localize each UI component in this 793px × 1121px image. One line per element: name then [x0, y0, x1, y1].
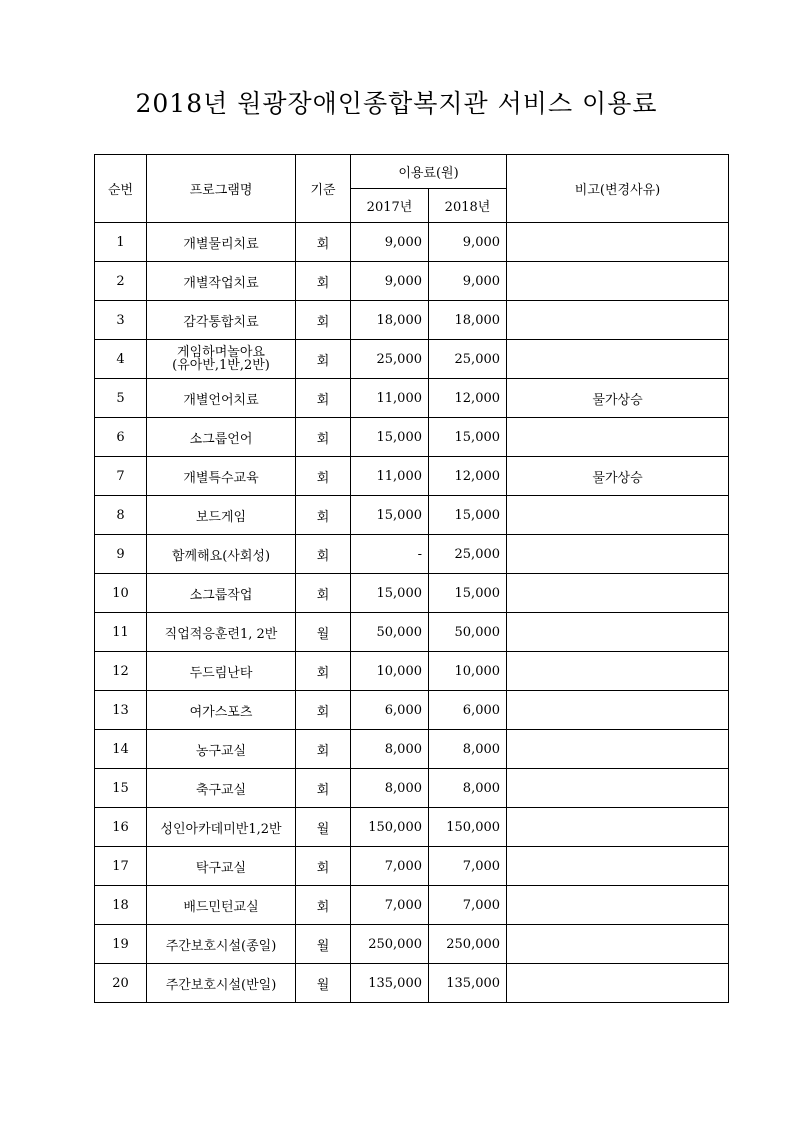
cell-fee-2017: - — [351, 535, 429, 574]
table-row — [95, 340, 729, 379]
cell-program: 배드민턴교실 — [147, 886, 296, 925]
table-row — [95, 496, 729, 535]
cell-fee-2017: 150,000 — [351, 808, 429, 847]
cell-no: 11 — [95, 613, 147, 652]
cell-note — [507, 262, 729, 301]
cell-fee-2018: 15,000 — [429, 574, 507, 613]
table-row — [95, 730, 729, 769]
cell-fee-2018: 135,000 — [429, 964, 507, 1003]
table-row — [95, 301, 729, 340]
cell-fee-2018: 250,000 — [429, 925, 507, 964]
cell-no: 5 — [95, 379, 147, 418]
cell-program: 감각통합치료 — [147, 301, 296, 340]
program-label — [172, 346, 270, 372]
table-body — [95, 223, 729, 1003]
cell-fee-2017: 50,000 — [351, 613, 429, 652]
cell-basis: 회 — [296, 730, 351, 769]
cell-fee-2017: 6,000 — [351, 691, 429, 730]
cell-fee-2018: 6,000 — [429, 691, 507, 730]
cell-note — [507, 769, 729, 808]
cell-no: 3 — [95, 301, 147, 340]
cell-program: 직업적응훈련1, 2반 — [147, 613, 296, 652]
cell-program: 개별언어치료 — [147, 379, 296, 418]
cell-no: 16 — [95, 808, 147, 847]
cell-no: 18 — [95, 886, 147, 925]
cell-note: 물가상승 — [507, 457, 729, 496]
cell-note: 물가상승 — [507, 379, 729, 418]
cell-fee-2018: 8,000 — [429, 730, 507, 769]
cell-note — [507, 613, 729, 652]
cell-basis: 회 — [296, 496, 351, 535]
cell-note — [507, 808, 729, 847]
cell-program: 소그룹작업 — [147, 574, 296, 613]
cell-note — [507, 730, 729, 769]
cell-program — [147, 340, 296, 379]
table-row — [95, 379, 729, 418]
header-fee-group: 이용료(원) — [351, 155, 507, 189]
cell-fee-2018: 15,000 — [429, 496, 507, 535]
cell-note — [507, 301, 729, 340]
cell-note — [507, 418, 729, 457]
cell-program: 축구교실 — [147, 769, 296, 808]
cell-program: 함께해요(사회성) — [147, 535, 296, 574]
table-row — [95, 574, 729, 613]
table-row — [95, 262, 729, 301]
table-row — [95, 964, 729, 1003]
cell-note — [507, 223, 729, 262]
cell-basis: 회 — [296, 223, 351, 262]
cell-no: 20 — [95, 964, 147, 1003]
cell-no: 17 — [95, 847, 147, 886]
cell-program: 주간보호시설(종일) — [147, 925, 296, 964]
cell-fee-2017: 9,000 — [351, 262, 429, 301]
cell-program: 개별물리치료 — [147, 223, 296, 262]
cell-fee-2018: 12,000 — [429, 457, 507, 496]
cell-note — [507, 691, 729, 730]
cell-basis: 월 — [296, 808, 351, 847]
cell-fee-2018: 150,000 — [429, 808, 507, 847]
cell-fee-2017: 135,000 — [351, 964, 429, 1003]
table-row — [95, 808, 729, 847]
cell-basis: 회 — [296, 886, 351, 925]
cell-no: 12 — [95, 652, 147, 691]
program-label-line1: 게임하며놀아요 — [177, 344, 265, 360]
table-row — [95, 847, 729, 886]
cell-basis: 월 — [296, 613, 351, 652]
cell-note — [507, 496, 729, 535]
header-basis: 기준 — [296, 155, 351, 223]
cell-fee-2017: 7,000 — [351, 847, 429, 886]
cell-fee-2017: 15,000 — [351, 496, 429, 535]
cell-note — [507, 652, 729, 691]
cell-no: 15 — [95, 769, 147, 808]
cell-program: 농구교실 — [147, 730, 296, 769]
cell-fee-2018: 25,000 — [429, 535, 507, 574]
cell-note — [507, 925, 729, 964]
cell-fee-2017: 25,000 — [351, 340, 429, 379]
cell-program: 두드림난타 — [147, 652, 296, 691]
header-note: 비고(변경사유) — [507, 155, 729, 223]
cell-note — [507, 847, 729, 886]
cell-fee-2018: 7,000 — [429, 847, 507, 886]
cell-basis: 회 — [296, 457, 351, 496]
cell-fee-2017: 8,000 — [351, 769, 429, 808]
cell-fee-2017: 15,000 — [351, 574, 429, 613]
header-year-2017: 2017년 — [351, 189, 429, 223]
cell-basis: 월 — [296, 925, 351, 964]
cell-fee-2017: 250,000 — [351, 925, 429, 964]
cell-note — [507, 964, 729, 1003]
cell-fee-2018: 18,000 — [429, 301, 507, 340]
cell-no: 1 — [95, 223, 147, 262]
table-row — [95, 613, 729, 652]
cell-program: 소그룹언어 — [147, 418, 296, 457]
cell-fee-2017: 7,000 — [351, 886, 429, 925]
cell-basis: 회 — [296, 340, 351, 379]
cell-fee-2018: 25,000 — [429, 340, 507, 379]
cell-program: 주간보호시설(반일) — [147, 964, 296, 1003]
cell-note — [507, 535, 729, 574]
cell-basis: 회 — [296, 262, 351, 301]
cell-program: 개별특수교육 — [147, 457, 296, 496]
cell-basis: 회 — [296, 769, 351, 808]
header-no: 순번 — [95, 155, 147, 223]
cell-fee-2018: 8,000 — [429, 769, 507, 808]
cell-no: 6 — [95, 418, 147, 457]
cell-note — [507, 886, 729, 925]
cell-no: 13 — [95, 691, 147, 730]
cell-fee-2018: 15,000 — [429, 418, 507, 457]
cell-fee-2018: 7,000 — [429, 886, 507, 925]
cell-program: 탁구교실 — [147, 847, 296, 886]
cell-fee-2018: 12,000 — [429, 379, 507, 418]
cell-no: 19 — [95, 925, 147, 964]
page-title: 2018년 원광장애인종합복지관 서비스 이용료 — [135, 89, 658, 118]
cell-fee-2017: 18,000 — [351, 301, 429, 340]
cell-fee-2018: 9,000 — [429, 223, 507, 262]
cell-basis: 회 — [296, 652, 351, 691]
cell-fee-2018: 50,000 — [429, 613, 507, 652]
cell-no: 10 — [95, 574, 147, 613]
header-program: 프로그램명 — [147, 155, 296, 223]
cell-basis: 회 — [296, 379, 351, 418]
cell-basis: 회 — [296, 847, 351, 886]
cell-program: 보드게임 — [147, 496, 296, 535]
cell-basis: 회 — [296, 418, 351, 457]
cell-program: 개별작업치료 — [147, 262, 296, 301]
table-row — [95, 769, 729, 808]
cell-basis: 월 — [296, 964, 351, 1003]
cell-fee-2017: 11,000 — [351, 379, 429, 418]
cell-basis: 회 — [296, 535, 351, 574]
cell-no: 2 — [95, 262, 147, 301]
cell-no: 4 — [95, 340, 147, 379]
cell-basis: 회 — [296, 574, 351, 613]
cell-program: 성인아카데미반1,2반 — [147, 808, 296, 847]
table-header — [95, 155, 729, 223]
cell-no: 7 — [95, 457, 147, 496]
cell-note — [507, 574, 729, 613]
cell-fee-2018: 10,000 — [429, 652, 507, 691]
cell-no: 9 — [95, 535, 147, 574]
table-row — [95, 535, 729, 574]
cell-program: 여가스포츠 — [147, 691, 296, 730]
cell-no: 14 — [95, 730, 147, 769]
table-row — [95, 652, 729, 691]
header-year-2018: 2018년 — [429, 189, 507, 223]
fee-table — [94, 154, 729, 1003]
table-row — [95, 691, 729, 730]
table-row — [95, 223, 729, 262]
cell-fee-2017: 8,000 — [351, 730, 429, 769]
cell-fee-2017: 15,000 — [351, 418, 429, 457]
cell-fee-2017: 9,000 — [351, 223, 429, 262]
cell-basis: 회 — [296, 301, 351, 340]
table-row — [95, 925, 729, 964]
cell-fee-2017: 11,000 — [351, 457, 429, 496]
cell-no: 8 — [95, 496, 147, 535]
cell-fee-2017: 10,000 — [351, 652, 429, 691]
program-label-line2: (유아반,1반,2반) — [172, 357, 270, 373]
cell-fee-2018: 9,000 — [429, 262, 507, 301]
table-row — [95, 418, 729, 457]
table-row — [95, 886, 729, 925]
table-row — [95, 457, 729, 496]
cell-basis: 회 — [296, 691, 351, 730]
cell-note — [507, 340, 729, 379]
